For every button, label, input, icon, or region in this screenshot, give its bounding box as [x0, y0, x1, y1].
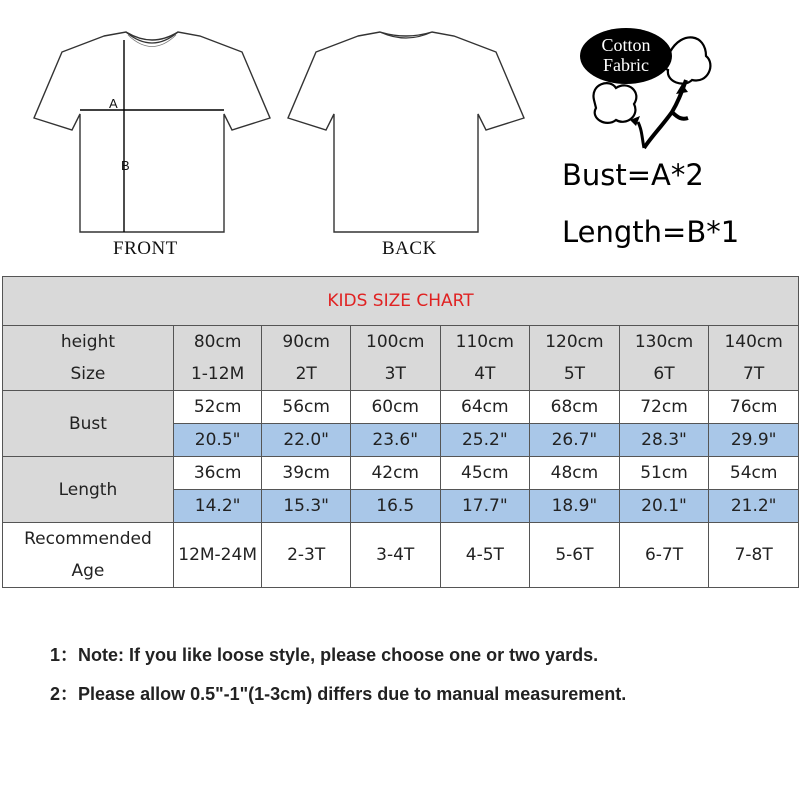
- length-inch-cell: 15.3": [262, 490, 351, 523]
- size-value: 5T: [563, 364, 586, 384]
- age-cell: 12M-24M: [173, 523, 262, 588]
- bust-inch-cell: 28.3": [619, 424, 709, 457]
- table-title-row: [3, 277, 799, 326]
- note-number: 1：: [50, 645, 79, 665]
- size-label: Size: [70, 364, 106, 384]
- size-value: 6T: [653, 364, 675, 384]
- size-header-row: [3, 326, 799, 391]
- length-inch-cell: 17.7": [440, 490, 530, 523]
- bust-inch-cell: 26.7": [530, 424, 620, 457]
- size-column-header: [262, 326, 351, 391]
- height-value: 90cm: [282, 332, 330, 352]
- age-row-label: [3, 523, 174, 588]
- age-cell: 7-8T: [709, 523, 799, 588]
- tshirt-back-collar: [380, 32, 432, 38]
- tshirt-front-illustration: [28, 30, 276, 238]
- measure-label-b: B: [121, 158, 130, 173]
- age-cell: 6-7T: [619, 523, 709, 588]
- note-loose-style: [50, 641, 598, 667]
- length-inch-cell: 21.2": [709, 490, 799, 523]
- note-number: 2：: [50, 684, 79, 704]
- measure-label-a: A: [109, 96, 118, 111]
- table-title: KIDS SIZE CHART: [3, 277, 799, 326]
- bust-inch-cell: 25.2": [440, 424, 530, 457]
- tshirt-back-outline: [288, 32, 524, 232]
- size-column-header: [530, 326, 620, 391]
- size-column-header: [709, 326, 799, 391]
- badge-line2: Fabric: [603, 55, 649, 75]
- size-header-label: [3, 326, 174, 391]
- bust-inch-cell: 29.9": [709, 424, 799, 457]
- length-inch-cell: 18.9": [530, 490, 620, 523]
- length-inch-cell: 16.5: [350, 490, 440, 523]
- bust-cm-cell: 72cm: [619, 391, 709, 424]
- length-cm-cell: 42cm: [350, 457, 440, 490]
- tshirt-front-collar: [126, 32, 178, 43]
- size-value: 4T: [474, 364, 496, 384]
- bust-row-label: Bust: [3, 391, 174, 457]
- height-label: height: [60, 332, 116, 352]
- bust-inch-cell: 20.5": [173, 424, 262, 457]
- bust-cm-cell: 64cm: [440, 391, 530, 424]
- badge-line1: Cotton: [601, 35, 651, 55]
- bust-inch-cell: 22.0": [262, 424, 351, 457]
- size-value: 2T: [295, 364, 317, 384]
- age-cell: 4-5T: [440, 523, 530, 588]
- note-text: Note: If you like loose style, please choose one or two yards.: [78, 645, 599, 665]
- size-value: 7T: [743, 364, 765, 384]
- bust-cm-cell: 52cm: [173, 391, 262, 424]
- bust-cm-cell: 56cm: [262, 391, 351, 424]
- height-value: 80cm: [193, 332, 242, 352]
- bust-cm-cell: 76cm: [709, 391, 799, 424]
- age-label-top: Recommended: [24, 529, 152, 549]
- length-cm-cell: 45cm: [440, 457, 530, 490]
- size-column-header: [173, 326, 262, 391]
- height-value: 110cm: [455, 332, 514, 352]
- age-label-bottom: Age: [71, 561, 105, 581]
- bust-cm-cell: 68cm: [530, 391, 620, 424]
- length-cm-cell: 51cm: [619, 457, 709, 490]
- size-column-header: [619, 326, 709, 391]
- length-cm-cell: 36cm: [173, 457, 262, 490]
- tshirt-back-illustration: [282, 30, 530, 238]
- length-cm-cell: 54cm: [709, 457, 799, 490]
- height-value: 120cm: [545, 332, 604, 352]
- bust-inch-cell: 23.6": [350, 424, 440, 457]
- length-cm-cell: 48cm: [530, 457, 620, 490]
- age-row: [3, 523, 799, 588]
- note-measurement-tolerance: [50, 680, 626, 706]
- length-cm-row: [3, 457, 799, 490]
- front-caption: FRONT: [113, 238, 178, 259]
- bust-formula: Bust=A*2: [562, 158, 704, 192]
- height-value: 130cm: [634, 332, 694, 352]
- kids-size-chart-table: [2, 276, 799, 588]
- note-text: Please allow 0.5"-1"(1-3cm) differs due to manual measurement.: [78, 684, 627, 704]
- cotton-fabric-logo: [578, 22, 718, 150]
- age-cell: 3-4T: [350, 523, 440, 588]
- length-cm-cell: 39cm: [262, 457, 351, 490]
- bust-cm-row: [3, 391, 799, 424]
- tshirt-front-outline: [34, 32, 270, 232]
- length-formula: Length=B*1: [562, 215, 740, 249]
- size-column-header: [350, 326, 440, 391]
- bust-cm-cell: 60cm: [350, 391, 440, 424]
- age-cell: 2-3T: [262, 523, 351, 588]
- size-value: 1-12M: [190, 364, 245, 384]
- length-row-label: Length: [3, 457, 174, 523]
- age-cell: 5-6T: [530, 523, 620, 588]
- height-value: 140cm: [724, 332, 783, 352]
- size-value: 3T: [384, 364, 406, 384]
- height-value: 100cm: [366, 332, 425, 352]
- back-caption: BACK: [382, 238, 437, 259]
- size-column-header: [440, 326, 530, 391]
- length-inch-cell: 20.1": [619, 490, 709, 523]
- length-inch-cell: 14.2": [173, 490, 262, 523]
